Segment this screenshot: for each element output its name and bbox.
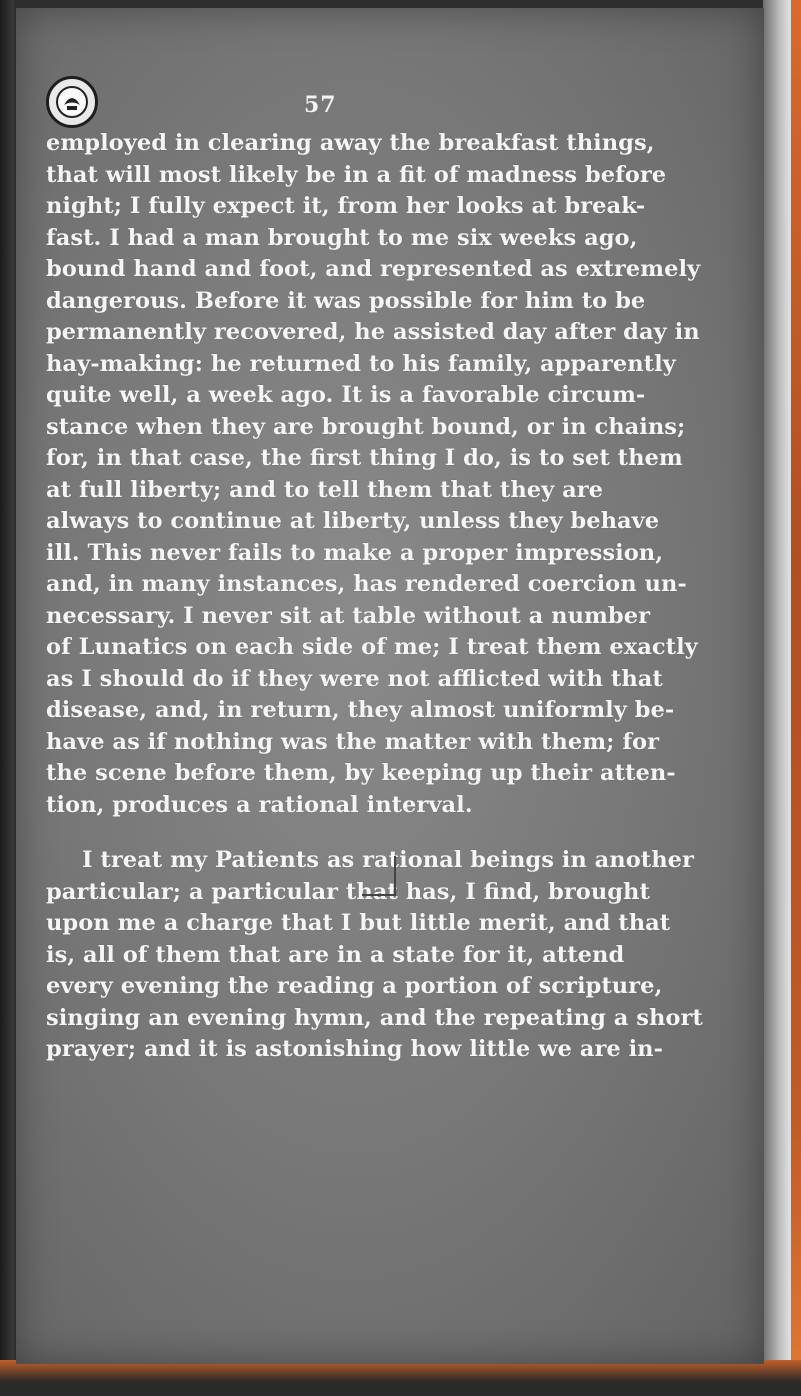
text-line: permanently recovered, he assisted day after day in: [46, 319, 700, 345]
book-page: [16, 8, 764, 1364]
paragraph-2: [46, 845, 746, 1066]
text-line: upon me a charge that I but little merit, and that: [46, 910, 671, 936]
text-line: the scene before them, by keeping up their atten-: [46, 760, 676, 786]
page-text: [46, 128, 746, 1066]
paragraph-1: [46, 128, 746, 821]
text-line: hay-making: he returned to his family, apparently: [46, 350, 676, 377]
text-line: at full liberty; and to tell them that they are: [46, 476, 604, 503]
paragraph-gap: [46, 821, 746, 845]
book-spine-shadow: [0, 0, 14, 1396]
text-line: always to continue at liberty, unless they behave: [46, 508, 660, 534]
pencil-bracket-mark: [362, 894, 394, 896]
text-line: of Lunatics on each side of me; I treat them exactly: [46, 634, 698, 660]
text-line: dangerous. Before it was possible for him to be: [46, 287, 646, 314]
text-line: employed in clearing away the breakfast things,: [46, 130, 655, 156]
text-line: necessary. I never sit at table without a number: [46, 602, 650, 629]
text-line: is, all of them that are in a state for it, attend: [46, 941, 625, 968]
text-line: have as if nothing was the matter with them; for: [46, 728, 660, 755]
pencil-bracket-mark: [394, 856, 396, 896]
text-line: fast. I had a man brought to me six weeks ago,: [46, 224, 638, 251]
text-line: every evening the reading a portion of scripture,: [46, 973, 663, 999]
text-line: for, in that case, the first thing I do, is to set them: [46, 445, 683, 471]
library-stamp-icon: [46, 76, 98, 128]
text-line: stance when they are brought bound, or in chains;: [46, 413, 686, 440]
text-line: quite well, a week ago. It is a favorable circum-: [46, 382, 646, 408]
text-line: singing an evening hymn, and the repeating a short: [46, 1004, 703, 1031]
text-line: I treat my Patients as rational beings in another: [82, 847, 694, 873]
text-line: bound hand and foot, and represented as extremely: [46, 256, 701, 282]
text-line: tion, produces a rational interval.: [46, 791, 473, 818]
text-line: as I should do if they were not afflicted with that: [46, 665, 663, 692]
text-line: particular; a particular that has, I find, brought: [46, 878, 650, 905]
text-line: that will most likely be in a fit of madness before: [46, 161, 667, 188]
text-line: prayer; and it is astonishing how little we are in-: [46, 1036, 663, 1062]
book-cover-edge: [791, 0, 801, 1396]
page-number: 57: [304, 92, 337, 118]
book-bottom-edge: [0, 1360, 801, 1396]
text-line: ill. This never fails to make a proper impression,: [46, 539, 664, 566]
text-line: night; I fully expect it, from her looks at break-: [46, 193, 646, 219]
text-line: and, in many instances, has rendered coercion un-: [46, 571, 687, 597]
text-line: disease, and, in return, they almost uniformly be-: [46, 697, 675, 723]
